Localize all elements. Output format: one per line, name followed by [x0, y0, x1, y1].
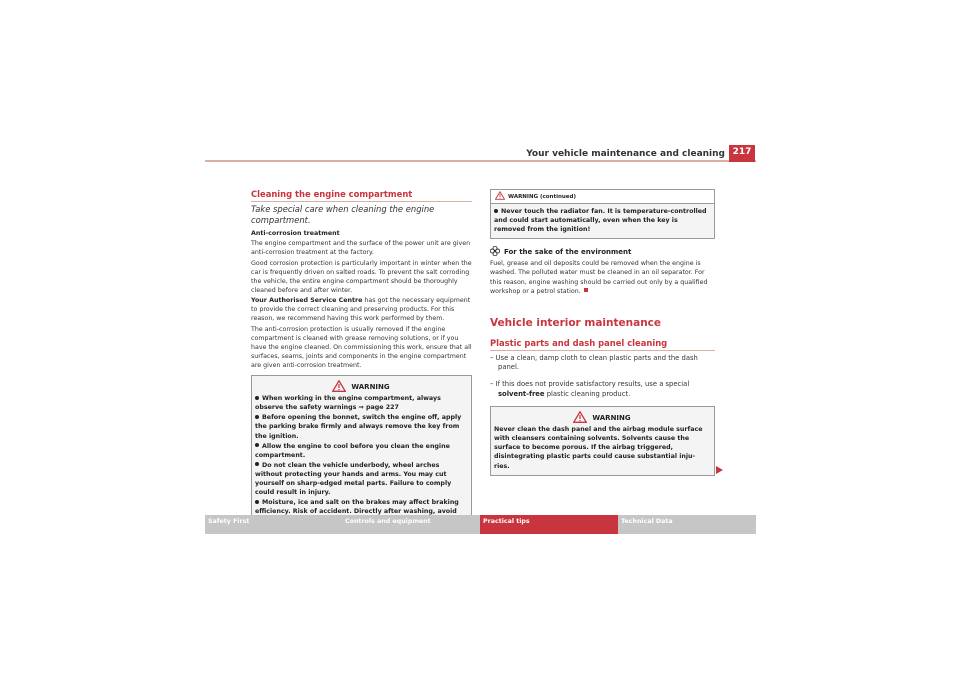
environment-heading-text: For the sake of the environment — [504, 248, 632, 257]
bullet-icon — [255, 443, 259, 447]
bullet-icon — [494, 209, 498, 213]
bullet-icon — [255, 415, 259, 419]
footer-tab-controls-equipment[interactable]: Controls and equipment — [345, 518, 431, 525]
step-item: – Use a clean, damp cloth to clean plastic parts and the dash panel. — [490, 353, 698, 372]
warning-box — [251, 375, 472, 530]
warning-continued-box — [490, 189, 715, 239]
warning-triangle-icon — [495, 191, 505, 200]
warning-item-text: Allow the engine to cool before you clean the engine compartment. — [255, 442, 450, 459]
warning-item-text: When working in the engine compartment, always observe the safety warnings ⇒ page 227 — [255, 395, 441, 412]
step-emphasis: solvent-free — [498, 389, 545, 398]
warning-item-text: Do not clean the vehicle underbody, wheel arches without protecting your hands and arms. You may cut yourself on sharp-edged metal parts. Failure to comply could result in injury. — [255, 461, 452, 497]
warning-box — [490, 406, 715, 475]
warning-item-text: Moisture, ice and salt on the brakes may affect braking efficiency. Risk of accident. Directly after washing, avoid — [255, 499, 459, 516]
warning-continued-heading-text: WARNING (continued) — [508, 194, 576, 200]
chapter-title: Vehicle interior maintenance — [490, 316, 662, 329]
footer-tab-safety-first[interactable]: Safety First — [208, 518, 250, 525]
header-rule — [205, 160, 756, 162]
warning-heading-text: WARNING — [592, 414, 631, 423]
warning-heading — [494, 411, 710, 423]
end-of-section-icon — [584, 288, 588, 292]
warning-text: Never clean the dash panel and the airbag module surface with cleansers containing solvents. Solvents cause the surface to become porous. If the airbag triggered, disintegrating plastic parts could cause substantial inju-ries. — [494, 426, 703, 470]
warning-item-text: Never touch the radiator fan. It is temperature-controlled and could start automatically, even when the key is removed from the ignition! — [494, 208, 707, 234]
paragraph: The anti-corrosion protection is usually removed if the engine compartment is cleaned with grease removing solutions, or if you have the engine cleaned. On commissioning this work, ensure that all surfaces, seams, joints and components in the engine compartment are given anti-corrosion treatment. — [251, 325, 472, 370]
warning-item — [255, 413, 467, 440]
warning-item-text: Before opening the bonnet, switch the engine off, apply the parking brake firmly and always remove the key from the ignition. — [255, 414, 462, 440]
environment-heading — [490, 246, 715, 257]
section-title-plastic-cleaning: Plastic parts and dash panel cleaning — [490, 338, 715, 351]
header-title: Your vehicle maintenance and cleaning — [526, 149, 725, 159]
section-title-engine-cleaning: Cleaning the engine compartment — [251, 189, 472, 202]
next-page-arrow-icon[interactable] — [716, 466, 723, 474]
warning-continued-heading — [491, 190, 714, 204]
section-subtitle: Take special care when cleaning the engine compartment. — [251, 204, 435, 225]
warning-item — [255, 461, 467, 497]
page-number: 217 — [732, 147, 752, 157]
environment-text — [490, 259, 715, 295]
paragraph: Good corrosion protection is particularly important in winter when the car is frequently driven on salted roads. To prevent the salt corroding the vehicle, the entire engine compartment should be thoroughly cleaned before and after winter. — [251, 259, 472, 294]
environment-paragraph: Fuel, grease and oil deposits could be removed when the engine is washed. The polluted water must be cleaned in an oil separator. For this reason, engine washing should be carried out only by a qualified workshop or a petrol station. — [490, 260, 708, 295]
warning-heading-text: WARNING — [351, 383, 390, 392]
paragraph-text: has got the necessary equipment to provide the correct cleaning and preserving products. For this reason, we recommend having this work performed by them. — [251, 297, 471, 323]
left-column — [251, 189, 472, 530]
warning-item — [255, 394, 467, 412]
warning-triangle-icon — [573, 411, 587, 423]
step-text: – If this does not provide satisfactory results, use a special — [490, 379, 690, 388]
step-item — [490, 380, 715, 399]
step-text: plastic cleaning product. — [544, 389, 631, 398]
warning-item — [255, 442, 467, 460]
warning-item — [494, 207, 710, 234]
footer-tab-practical-tips[interactable]: Practical tips — [480, 515, 618, 534]
footer-tab-technical-data[interactable]: Technical Data — [621, 518, 673, 525]
anticorrosion-heading: Anti-corrosion treatment — [251, 230, 340, 237]
right-column — [490, 189, 715, 476]
flower-environment-icon — [490, 246, 500, 256]
warning-heading — [255, 380, 467, 392]
service-centre-term: Your Authorised Service Centre — [251, 297, 363, 305]
warning-triangle-icon — [332, 380, 346, 392]
paragraph: The engine compartment and the surface of the power unit are given anti-corrosion treatment at the factory. — [251, 240, 471, 257]
bullet-icon — [255, 396, 259, 400]
paragraph — [251, 296, 472, 323]
bullet-icon — [255, 462, 259, 466]
bullet-icon — [255, 500, 259, 504]
